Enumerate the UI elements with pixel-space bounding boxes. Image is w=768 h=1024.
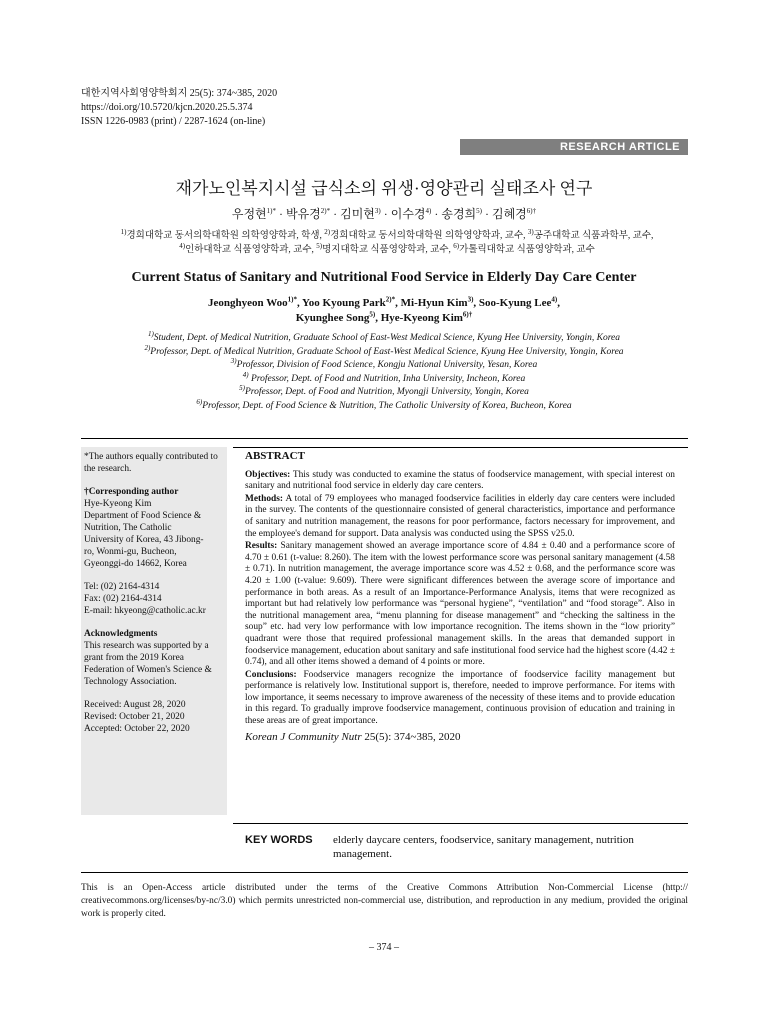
corresponding-line: Gyeonggi-do 14662, Korea <box>84 559 187 569</box>
keywords-label: KEY WORDS <box>245 834 313 846</box>
accepted-date: Accepted: October 22, 2020 <box>84 724 190 734</box>
aff-sup: 3) <box>230 357 237 366</box>
abstract-heading: ABSTRACT <box>245 450 305 462</box>
author-sup: 5) <box>476 207 482 215</box>
affiliation-line <box>0 343 768 360</box>
affiliation-line <box>0 397 768 414</box>
affiliation-line <box>0 370 768 387</box>
author-sup: 2)* <box>385 295 396 304</box>
email-link[interactable]: E-mail: hkyeong@catholic.ac.kr <box>84 606 206 616</box>
abstract-objectives <box>245 470 675 493</box>
english-authors: Jeonghyeon Woo$^{1)*}$, Yoo Kyoung Park$^{2)*}$, Mi-Hyun Kim$^{3)}$, Soo-Kyung Lee$^{4)}$, Kyunghee Song$^{5)}$, Hye-Kyeong Kim$^{6)\dagger}$ <box>208 295 560 324</box>
korean-title: 재가노인복지시설 급식소의 위생·영양관리 실태조사 연구 <box>175 179 593 198</box>
author-sup: 2)* <box>320 207 331 215</box>
affiliation: 명지대학교 식품영양학과, 교수, <box>322 245 454 255</box>
abstract <box>245 451 675 744</box>
footer-rule <box>81 872 688 873</box>
affiliation: 인하대학교 식품영양학과, 교수, <box>185 245 317 255</box>
section-divider <box>81 438 688 439</box>
affiliation-line <box>0 386 768 400</box>
citation-journal: Korean J Community Nutr <box>245 730 362 743</box>
affiliation: Professor, Division of Food Science, Kongju National University, Yesan, Korea <box>236 360 538 371</box>
author-sup: 3) <box>467 295 474 304</box>
aff-sup: 2) <box>324 227 331 236</box>
abstract-conclusions <box>245 670 675 728</box>
affiliation-line <box>0 359 768 373</box>
corresponding-line: Department of Food Science & <box>84 511 202 521</box>
conclusions-text: Foodservice managers recognize the importance of foodservice facility management but performance is relatively low. Institutional support is, therefore, needed to improve performance. For items with low importance, it seems necessary to improve awareness of the necessity of these items and to provide education in this regard. To gradually improve foodservice management, continuous provision of education and training in these areas are of great importance. <box>245 669 675 727</box>
abstract-methods <box>245 494 675 540</box>
equal-contribution-note: *The authors equally contributed to the research. <box>84 452 218 474</box>
aff-sup: 1) <box>147 329 154 338</box>
author-sup: 4) <box>425 207 432 215</box>
aff-sup: 5) <box>316 241 323 250</box>
aff-sup: 5) <box>239 384 245 393</box>
aff-sup: 4) <box>179 241 186 250</box>
aff-sup: 6) <box>196 397 203 406</box>
author: Yoo Kyoung Park <box>302 297 386 309</box>
author: 우정현 <box>231 207 267 221</box>
objectives-label: Objectives: <box>245 469 291 480</box>
methods-text: A total of 79 employees who managed foodservice facilities in elderly day care centers were included in the survey. The contents of the questionnaire consisted of general characteristics, importance and performance of sanitary and nutrition management, the reasons for poor performance, factors necessary for improvement, and the employee's demand for support. Data analysis was conducted using the SPSS v25.0. <box>245 493 675 539</box>
corresponding-line: ro, Wonmi-gu, Bucheon, <box>84 547 177 557</box>
journal-citation <box>245 732 675 744</box>
keywords-text: elderly daycare centers, foodservice, sanitary management, nutrition management. <box>333 834 634 860</box>
affiliation-line <box>0 329 768 346</box>
affiliation: Professor, Dept. of Food Science & Nutrition, The Catholic University of Korea, Bucheon, Korea <box>202 400 572 411</box>
corresponding-line: University of Korea, 43 Jibong- <box>84 535 204 545</box>
received-date: Received: August 28, 2020 <box>84 700 186 710</box>
journal-header <box>81 87 277 129</box>
english-title: Current Status of Sanitary and Nutritional Food Service in Elderly Day Care Center <box>131 270 637 285</box>
affiliation: Student, Dept. of Medical Nutrition, Graduate School of East-West Medical Science, Kyung Hee University, Yongin, Korea <box>153 333 621 343</box>
affiliation: 경희대학교 동서의학대학원 의학영양학과, 교수, <box>330 231 528 241</box>
keywords <box>245 833 675 861</box>
abstract-top-rule <box>233 447 688 448</box>
aff-sup: 2) <box>144 343 151 352</box>
korean-authors: 우정현$^{1)*}$ · 박유경$^{2)*}$ · 김미현$^{3)}$ · 이수경$^{4)}$ · 송경희$^{5)}$ · 김혜경$^{6)\dagger}$ <box>231 207 537 221</box>
corresponding-line: Nutrition, The Catholic <box>84 523 172 533</box>
aff-sup: 3) <box>527 227 534 236</box>
issn-line: ISSN 1226-0983 (print) / 2287-1624 (on-line) <box>81 116 266 127</box>
affiliation: 경희대학교 동서의학대학원 의학영양학과, 학생, <box>126 231 325 241</box>
aff-sup: 1) <box>120 227 127 236</box>
fax: Fax: (02) 2164-4314 <box>84 594 162 604</box>
article-type-banner: RESEARCH ARTICLE <box>460 139 688 155</box>
page-number: – 374 – <box>369 942 399 953</box>
author: 김미현 <box>340 207 375 221</box>
journal-citation-line: 대한지역사회영양학회지 25(5): 374~385, 2020 <box>81 88 278 99</box>
doi-link[interactable]: https://doi.org/10.5720/kjcn.2020.25.5.374 <box>81 102 253 113</box>
author-sup: 6)† <box>526 207 537 215</box>
author: 박유경 <box>286 207 321 221</box>
affiliation: Professor, Dept. of Food and Nutrition, Inha University, Incheon, Korea <box>248 373 526 384</box>
affiliation: Professor, Dept. of Food and Nutrition, Myongji University, Yongin, Korea <box>244 387 529 398</box>
author-info-sidebar <box>81 447 227 815</box>
license-notice: This is an Open-Access article distributed under the terms of the Creative Commons Attribution Non-Commercial License (http:// creativecommons.org/licenses/by-nc/3.0) which permits unrestricted non-commercial use, distribution, and reproduction in any medium, provided the original work is properly cited. <box>81 883 688 919</box>
author: 이수경 <box>390 207 426 221</box>
korean-affiliations <box>81 229 693 257</box>
objectives-text: This study was conducted to examine the status of foodservice management, with special interest on sanitary and nutritional food service in elderly day care centers. <box>245 469 675 492</box>
methods-label: Methods: <box>245 493 284 504</box>
aff-sup: 4) <box>242 370 249 379</box>
author: Jeonghyeon Woo <box>208 297 288 309</box>
author: Soo-Kyung Lee <box>478 297 552 309</box>
english-affiliations <box>0 329 768 414</box>
aff-sup: 6) <box>453 241 460 250</box>
citation-volume: 25(5): 374~385, 2020 <box>361 730 461 743</box>
author-sup: 3) <box>374 207 381 215</box>
author: Kyunghee Song <box>295 312 370 324</box>
affiliation: Professor, Dept. of Medical Nutrition, Graduate School of East-West Medical Science, Kyung Hee University, Yongin, Korea <box>150 346 624 357</box>
revised-date: Revised: October 21, 2020 <box>84 712 185 722</box>
corresponding-line: Hye-Kyeong Kim <box>84 499 152 509</box>
tel: Tel: (02) 2164-4314 <box>84 582 160 592</box>
author: 김혜경 <box>492 207 527 221</box>
affiliation: 공주대학교 식품과학부, 교수, <box>533 231 654 241</box>
affiliation: 가톨릭대학교 식품영양학과, 교수 <box>459 245 595 255</box>
conclusions-label: Conclusions: <box>245 669 297 680</box>
author-sup: 6)† <box>462 310 473 319</box>
author-sup: 1)* <box>287 295 297 304</box>
abstract-bottom-rule <box>233 823 688 824</box>
author-sup: 5) <box>369 310 376 319</box>
author: Hye-Kyeong Kim <box>380 312 463 324</box>
results-text: Sanitary management showed an average importance score of 4.84 ± 0.40 and a performance score of 4.70 ± 0.61 (t-value: 8.260). The item with the lowest performance score was personal sanitary management (4.58 ± 0.71). In nutrition management, the average importance score was 4.52 ± 0.68, and the performance score was 4.20 ± 1.00 (t-value: 9.609). There were significant differences between the average score of importance and performance in both areas. As a result of an Importance-Performance Analysis, items that were recognized as important but had relatively low performance was “personal hygiene”, “ventilation” and “food storage”. Also in the nutritional management area, “menu planning for disease management” and “checking the saltiness in the soup” etc. had very low performance with low importance recognition. The items shown in the “low priority” quadrant were those that required professional management skills. In the areas that demanded support in foodservice management, education about sanitary and safe institutional food service had the highest score (4.42 ± 0.74), and all other items showed a demand of 4 points or more. <box>245 541 675 668</box>
corresponding-author-heading: †Corresponding author <box>84 487 179 497</box>
abstract-results <box>245 541 675 669</box>
author: Mi-Hyun Kim <box>400 297 468 309</box>
acknowledgments-heading: Acknowledgments <box>84 629 158 639</box>
author-sup: 4) <box>551 295 558 304</box>
author-sup: 1)* <box>266 207 276 215</box>
author: 송경희 <box>441 207 477 221</box>
results-label: Results: <box>245 541 278 552</box>
acknowledgments-text: This research was supported by a grant from the 2019 Korea Federation of Women's Science & Technology Association. <box>84 641 212 687</box>
